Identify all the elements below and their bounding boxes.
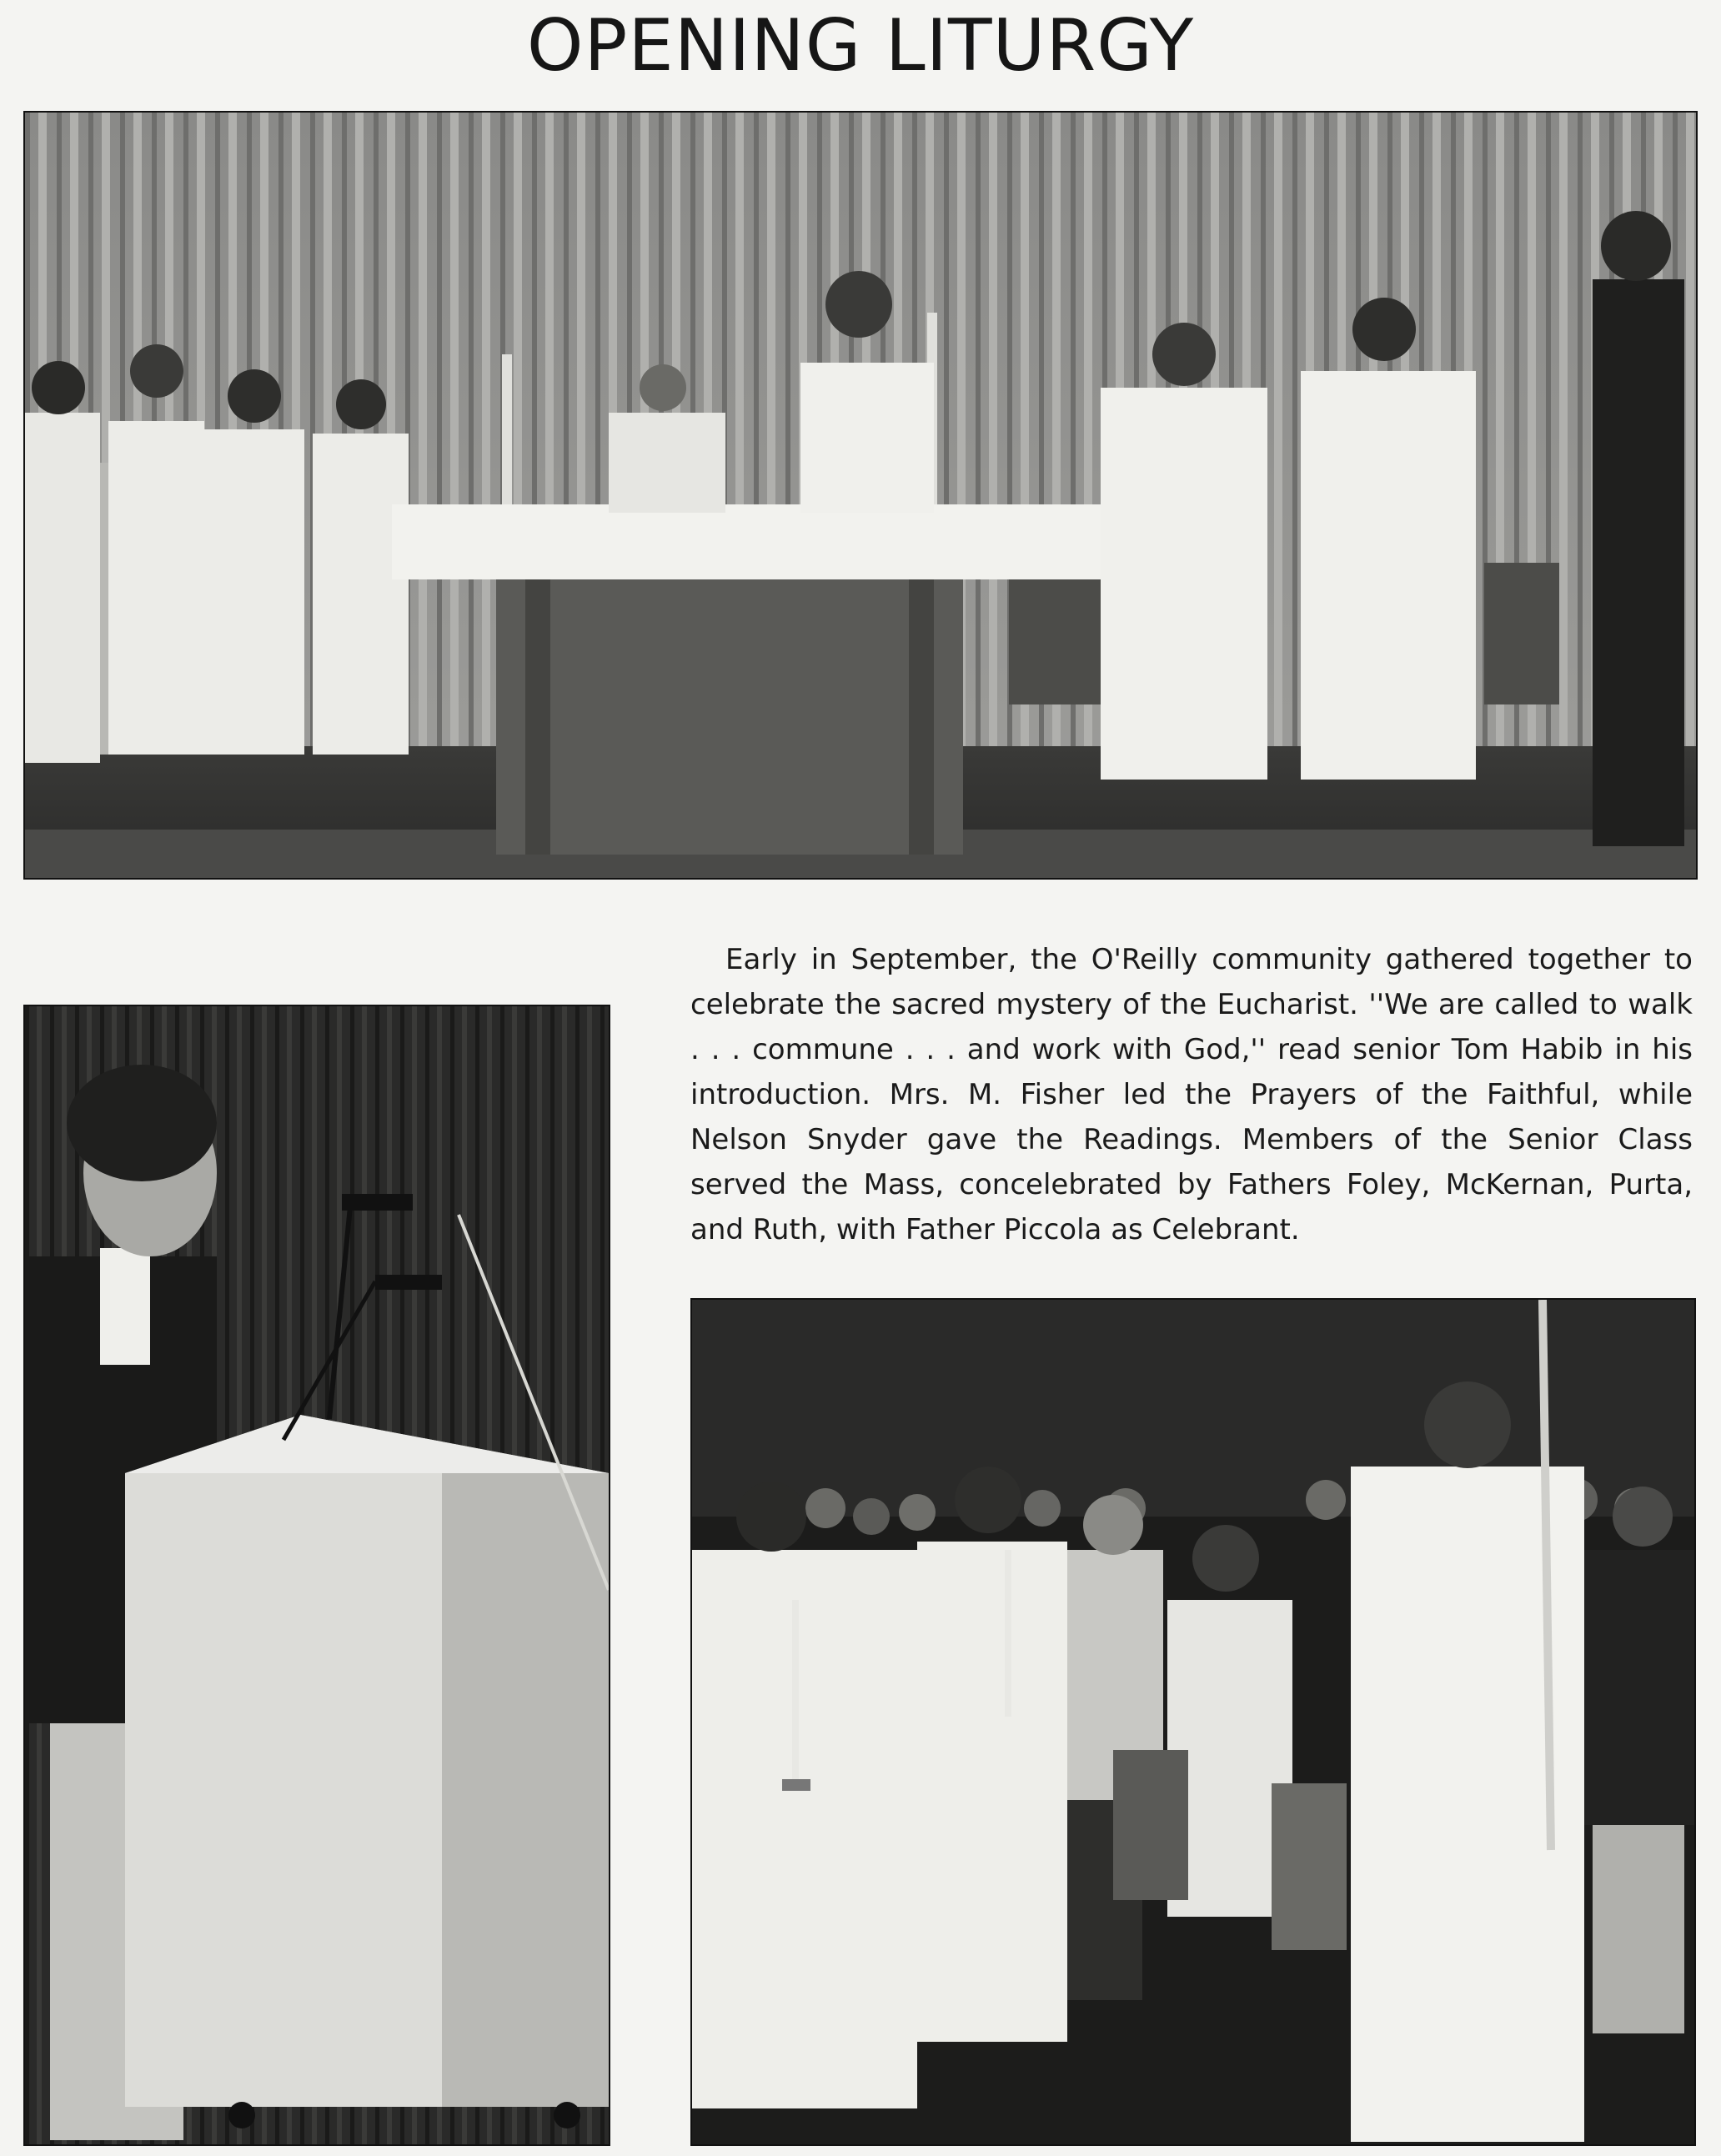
- photo-altar-celebration: [23, 111, 1698, 880]
- page-title: OPENING LITURGY: [526, 4, 1195, 88]
- procession-photo-graphic: [692, 1300, 1694, 2144]
- article-caption: Early in September, the O'Reilly community gathered together to celebrate the sacred mystery of the Eucharist. ''We are called to walk . . . commune . . . and work with God,'' read senior Tom Habib in his introduction. Mrs. M. Fisher led the Prayers of the Faithful, while Nelson Snyder gave the Readings. Members of the Senior Class served the Mass, concelebrated by Fathers Foley, McKernan, Purta, and Ruth, with Father Piccola as Celebrant.: [690, 943, 1693, 1246]
- photo-procession: [690, 1298, 1696, 2146]
- lector-photo-graphic: [25, 1006, 609, 2144]
- altar-photo-graphic: [25, 113, 1696, 878]
- photo-lector-at-podium: [23, 1005, 610, 2146]
